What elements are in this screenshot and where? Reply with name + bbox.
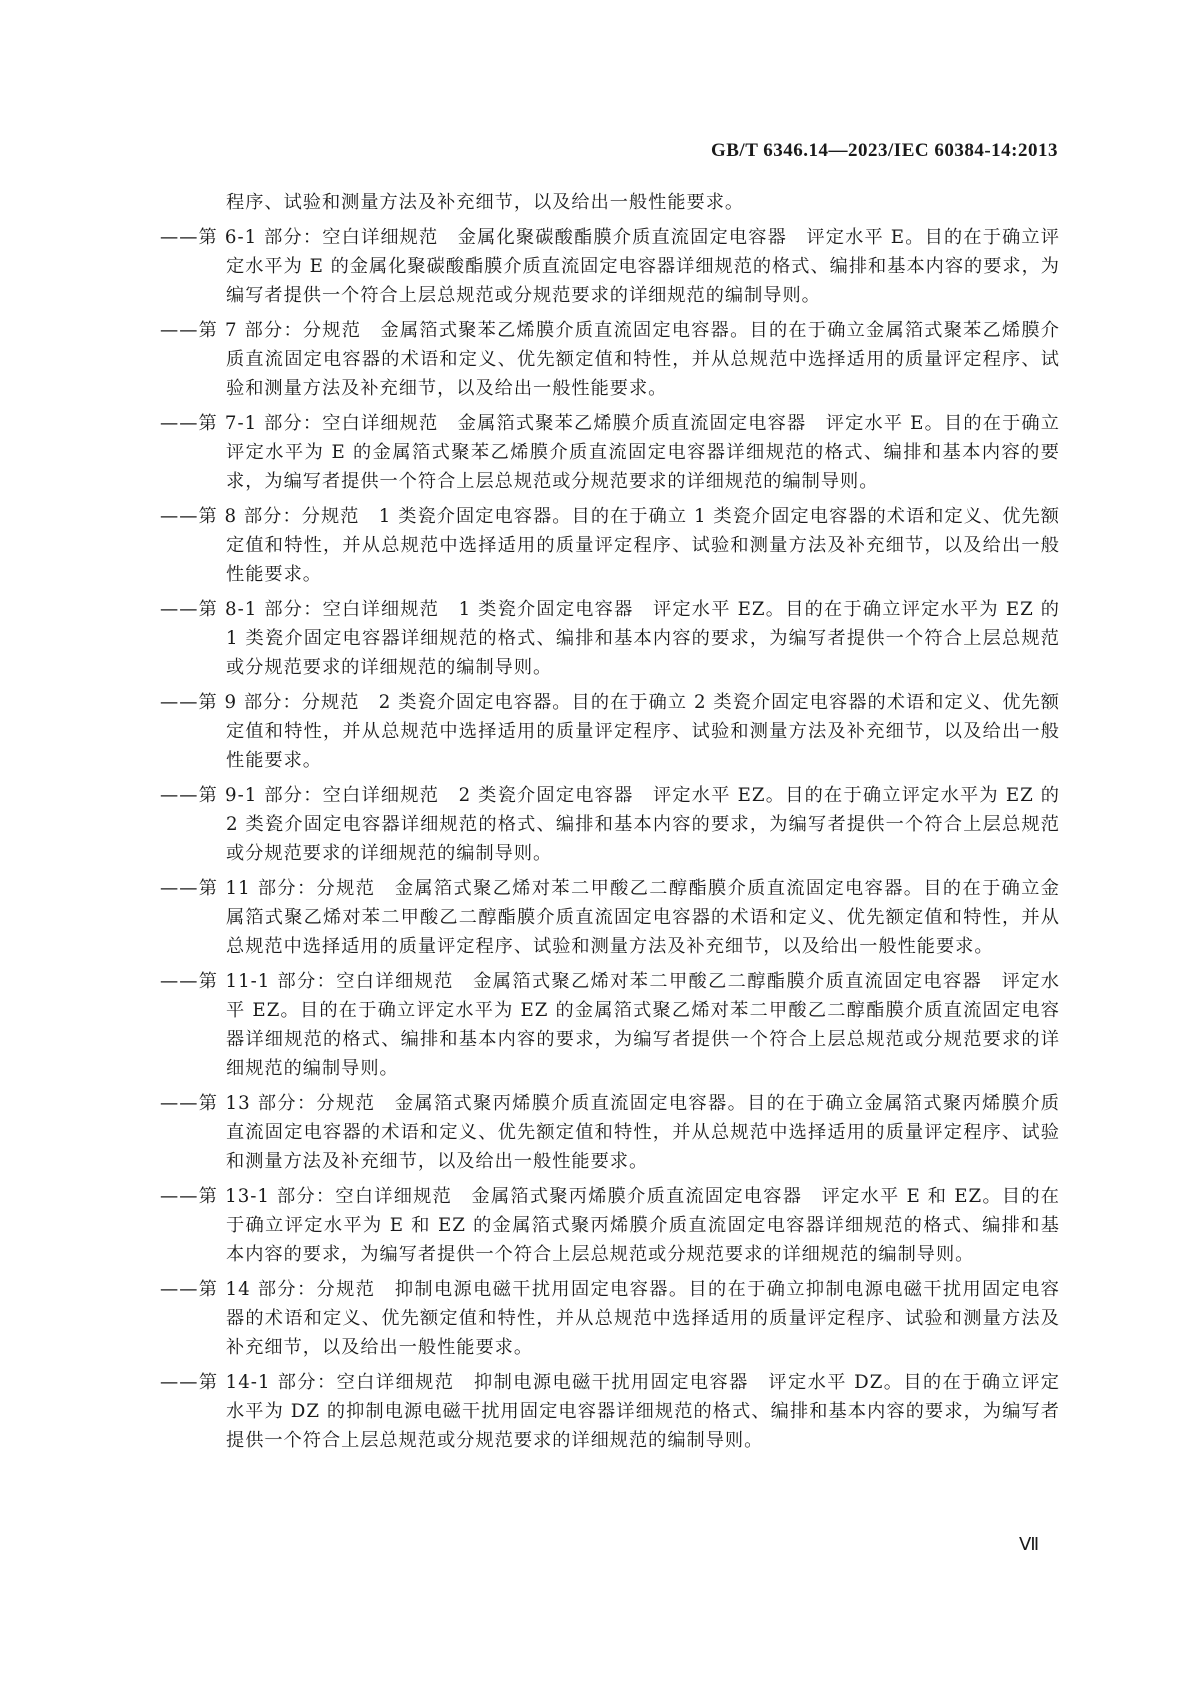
page-number: Ⅶ [1019,1534,1040,1554]
document-id-header: GB/T 6346.14—2023/IEC 60384-14:2013 [710,140,1058,161]
list-item: ——第 9 部分：分规范 2 类瓷介固定电容器。目的在于确立 2 类瓷介固定电容器的术语和定义、优先额定值和特性，并从总规范中选择适用的质量评定程序、试验和测量方法及补充细节，以及给出一般性能要求。 [160,692,1060,771]
list-item: ——第 8-1 部分：空白详细规范 1 类瓷介固定电容器 评定水平 EZ。目的在于确立评定水平为 EZ 的 1 类瓷介固定电容器详细规范的格式、编排和基本内容的要求，为编写者提供一个符合上层总规范或分规范要求的详细规范的编制导则。 [160,599,1060,678]
list-item: ——第 11-1 部分：空白详细规范 金属箔式聚乙烯对苯二甲酸乙二醇酯膜介质直流固定电容器 评定水平 EZ。目的在于确立评定水平为 EZ 的金属箔式聚乙烯对苯二甲酸乙二醇酯膜介质直流固定电容器详细规范的格式、编排和基本内容的要求，为编写者提供一个符合上层总规范或分规范要求的详细规范的编制导则。 [160,971,1060,1079]
list-item: ——第 7 部分：分规范 金属箔式聚苯乙烯膜介质直流固定电容器。目的在于确立金属箔式聚苯乙烯膜介质直流固定电容器的术语和定义、优先额定值和特性，并从总规范中选择适用的质量评定程序、试验和测量方法及补充细节，以及给出一般性能要求。 [160,320,1060,399]
document-body [160,188,1060,1455]
list-item: ——第 11 部分：分规范 金属箔式聚乙烯对苯二甲酸乙二醇酯膜介质直流固定电容器。目的在于确立金属箔式聚乙烯对苯二甲酸乙二醇酯膜介质直流固定电容器的术语和定义、优先额定值和特性，并从总规范中选择适用的质量评定程序、试验和测量方法及补充细节，以及给出一般性能要求。 [160,878,1060,957]
continuation-paragraph: 程序、试验和测量方法及补充细节，以及给出一般性能要求。 [226,192,745,213]
list-item: ——第 8 部分：分规范 1 类瓷介固定电容器。目的在于确立 1 类瓷介固定电容器的术语和定义、优先额定值和特性，并从总规范中选择适用的质量评定程序、试验和测量方法及补充细节，以及给出一般性能要求。 [160,506,1060,585]
list-item: ——第 7-1 部分：空白详细规范 金属箔式聚苯乙烯膜介质直流固定电容器 评定水平 E。目的在于确立评定水平为 E 的金属箔式聚苯乙烯膜介质直流固定电容器详细规范的格式、编排和基本内容的要求，为编写者提供一个符合上层总规范或分规范要求的详细规范的编制导则。 [160,413,1060,492]
list-item: ——第 14-1 部分：空白详细规范 抑制电源电磁干扰用固定电容器 评定水平 DZ。目的在于确立评定水平为 DZ 的抑制电源电磁干扰用固定电容器详细规范的格式、编排和基本内容的要求，为编写者提供一个符合上层总规范或分规范要求的详细规范的编制导则。 [160,1372,1060,1451]
list-item: ——第 13-1 部分：空白详细规范 金属箔式聚丙烯膜介质直流固定电容器 评定水平 E 和 EZ。目的在于确立评定水平为 E 和 EZ 的金属箔式聚丙烯膜介质直流固定电容器详细规范的格式、编排和基本内容的要求，为编写者提供一个符合上层总规范或分规范要求的详细规范的编制导则。 [160,1186,1060,1265]
list-item: ——第 13 部分：分规范 金属箔式聚丙烯膜介质直流固定电容器。目的在于确立金属箔式聚丙烯膜介质直流固定电容器的术语和定义、优先额定值和特性，并从总规范中选择适用的质量评定程序、试验和测量方法及补充细节，以及给出一般性能要求。 [160,1093,1060,1172]
list-item: ——第 14 部分：分规范 抑制电源电磁干扰用固定电容器。目的在于确立抑制电源电磁干扰用固定电容器的术语和定义、优先额定值和特性，并从总规范中选择适用的质量评定程序、试验和测量方法及补充细节，以及给出一般性能要求。 [160,1279,1060,1358]
list-item: ——第 6-1 部分：空白详细规范 金属化聚碳酸酯膜介质直流固定电容器 评定水平 E。目的在于确立评定水平为 E 的金属化聚碳酸酯膜介质直流固定电容器详细规范的格式、编排和基本内容的要求，为编写者提供一个符合上层总规范或分规范要求的详细规范的编制导则。 [160,227,1060,306]
list-item: ——第 9-1 部分：空白详细规范 2 类瓷介固定电容器 评定水平 EZ。目的在于确立评定水平为 EZ 的 2 类瓷介固定电容器详细规范的格式、编排和基本内容的要求，为编写者提供一个符合上层总规范或分规范要求的详细规范的编制导则。 [160,785,1060,864]
